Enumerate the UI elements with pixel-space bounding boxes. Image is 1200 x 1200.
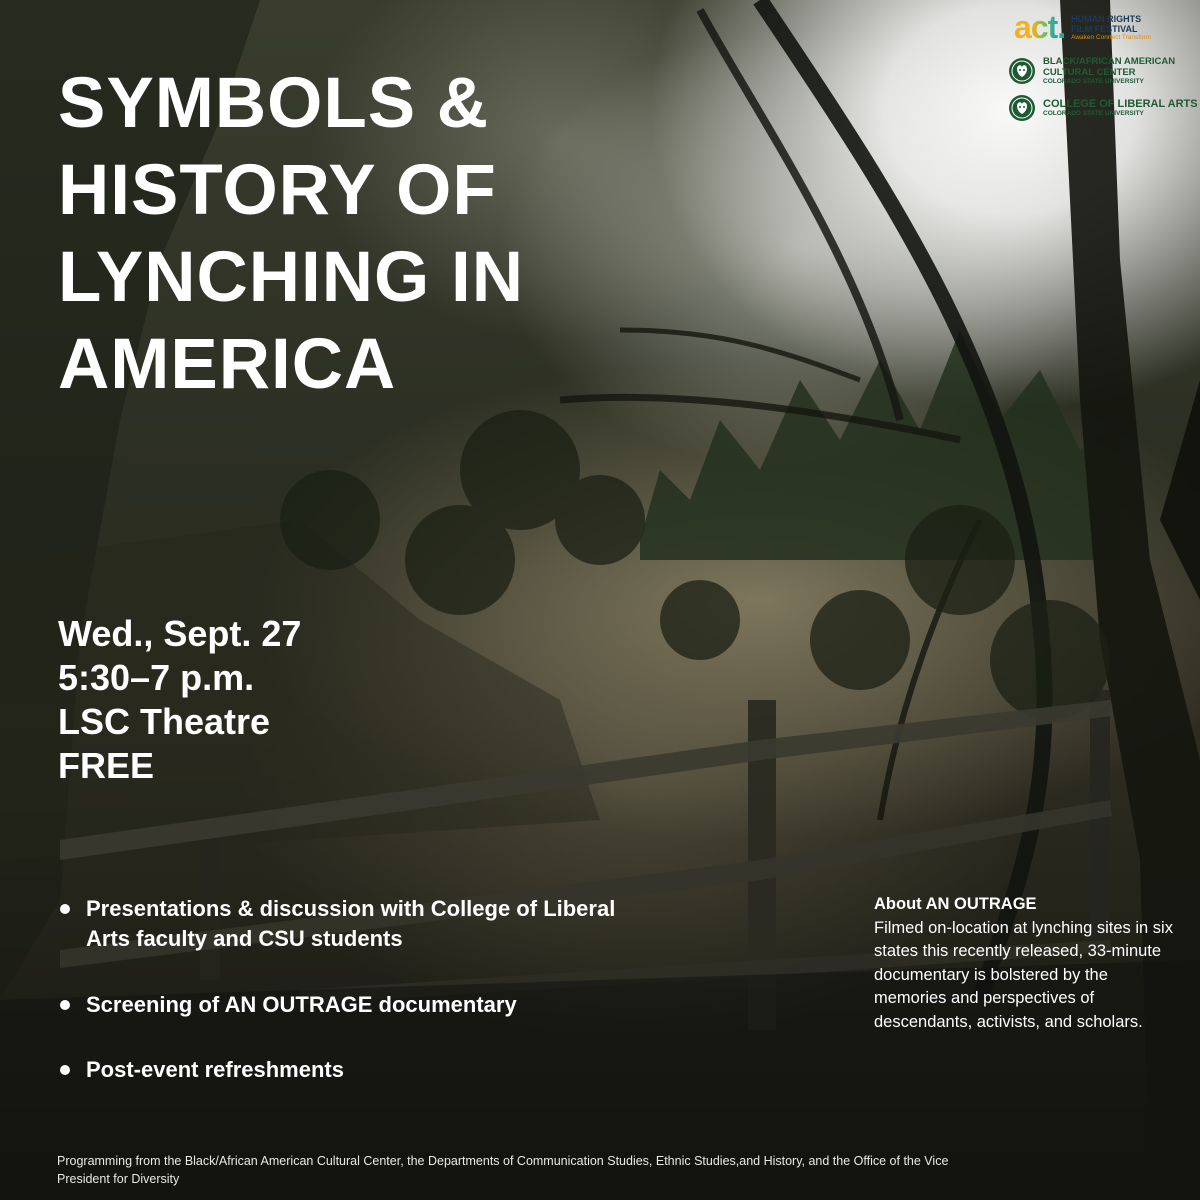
event-price: FREE [58,745,155,786]
act-tagline: Awaken Connect Transform [1071,34,1152,41]
baacc-line-2: CULTURAL CENTER [1043,67,1136,78]
act-line-1: HUMAN RIGHTS [1071,14,1142,24]
event-time: 5:30–7 p.m. [58,657,255,698]
bullet-icon [60,904,70,914]
title-line: LYNCHING IN [58,238,524,317]
sponsor-logos [1008,9,1198,122]
list-item-text: Screening of AN OUTRAGE documentary [86,992,517,1017]
event-date: Wed., Sept. 27 [58,613,302,654]
list-item [60,1055,640,1085]
list-item [60,990,640,1020]
about-film-section [874,893,1174,1034]
bullet-icon [60,1065,70,1075]
event-location: LSC Theatre [58,701,271,742]
cla-university: COLORADO STATE UNIVERSITY [1043,109,1144,117]
about-title: About AN OUTRAGE [874,895,1037,913]
baacc-line-1: BLACK/AFRICAN AMERICAN [1043,56,1176,67]
title-line: HISTORY OF [58,151,497,230]
act-line-2: FILM FESTIVAL [1071,24,1138,34]
poster-title [58,60,698,408]
bullet-icon [60,1000,70,1010]
list-item-text: Post-event refreshments [86,1057,344,1082]
title-line: SYMBOLS & [58,64,490,143]
sponsor-footer: Programming from the Black/African American Cultural Center, the Departments of Communication Studies, Ethnic Studies,and History, and the Office of the Vice President for Diversity [57,1154,949,1186]
act-wordmark: act. [1014,9,1066,45]
event-details [58,612,301,788]
baacc-university: COLORADO STATE UNIVERSITY [1043,78,1144,85]
about-body: Filmed on-location at lynching sites in six states this recently released, 33-minute documentary is bolstered by the memories and perspectives of descendants, activists, and scholars. [874,918,1173,1031]
csu-ram-seal-icon [1008,94,1036,122]
csu-ram-seal-icon [1008,57,1036,85]
act-festival-logo [1014,9,1198,45]
baacc-logo [1008,56,1198,86]
list-item-text: Presentations & discussion with College of Liberal Arts faculty and CSU students [86,896,616,951]
title-line: AMERICA [58,325,397,404]
cla-logo [1008,94,1198,122]
cla-line-1: COLLEGE OF LIBERAL ARTS [1043,97,1198,110]
event-highlights-list [60,894,640,1085]
list-item [60,894,640,954]
